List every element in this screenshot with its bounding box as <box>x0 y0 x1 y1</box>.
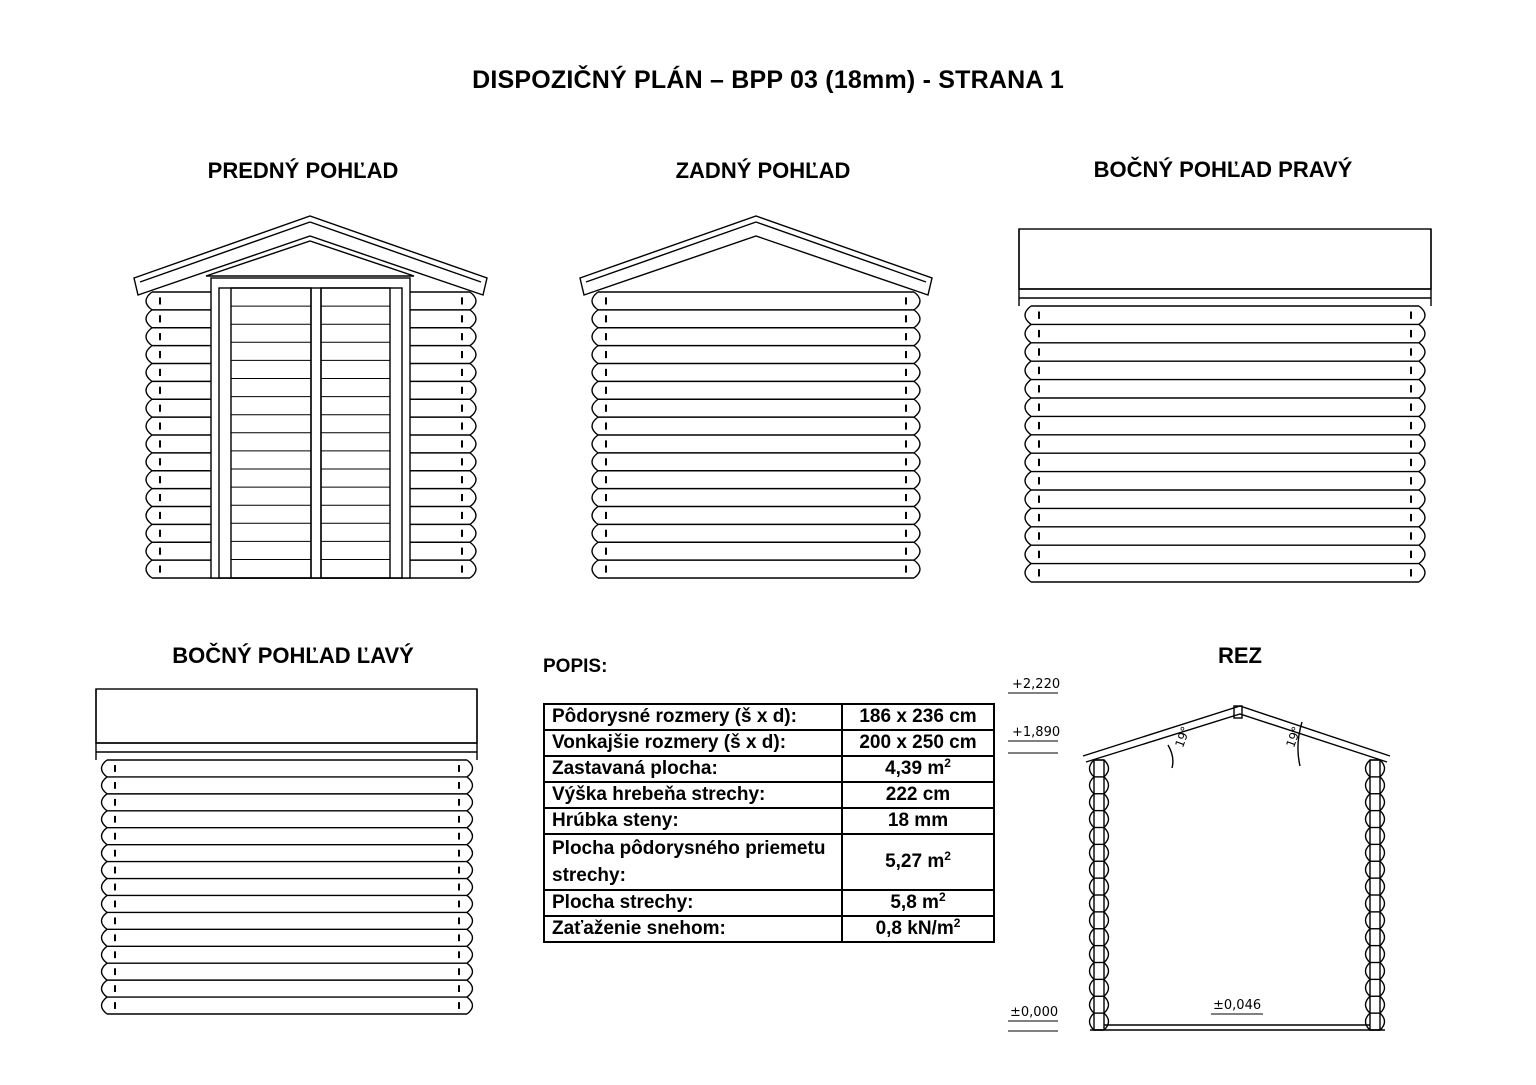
roof-angle-left: 19° <box>1172 724 1193 750</box>
spec-label: Vonkajšie rozmery (š x d): <box>544 730 842 756</box>
spec-value: 0,8 $kN/m^2$ <box>842 916 994 942</box>
spec-row <box>544 890 994 916</box>
spec-label: Plocha pôdorysného priemetu strechy: <box>544 834 842 890</box>
spec-value: 5,27 $m^2$ <box>842 834 994 890</box>
spec-value: 5,8 $m^2$ <box>842 890 994 916</box>
spec-label: Výška hrebeňa strechy: <box>544 782 842 808</box>
section-view-label: REZ <box>1218 643 1262 668</box>
spec-row <box>544 834 994 890</box>
spec-label: Pôdorysné rozmery (š x d): <box>544 704 842 730</box>
left-side-view-label: BOČNÝ POHĽAD ĽAVÝ <box>172 643 414 668</box>
right-side-view-label: BOČNÝ POHĽAD PRAVÝ <box>1093 157 1353 182</box>
spec-row <box>544 730 994 756</box>
angle-arc <box>1168 745 1173 768</box>
spec-value: 186 x 236 cm <box>842 704 994 730</box>
description-label: POPIS: <box>543 656 608 677</box>
spec-label: Zaťaženie snehom: <box>544 916 842 942</box>
roof-angle-right: 19° <box>1283 724 1304 750</box>
spec-row <box>544 916 994 942</box>
spec-label: Zastavaná plocha: <box>544 756 842 782</box>
spec-label: Hrúbka steny: <box>544 808 842 834</box>
spec-label: Plocha strechy: <box>544 890 842 916</box>
spec-table <box>543 703 995 943</box>
spec-row <box>544 704 994 730</box>
spec-value: 200 x 250 cm <box>842 730 994 756</box>
spec-row <box>544 808 994 834</box>
floor-level: ±0,046 <box>1213 998 1262 1013</box>
spec-value: 4,39 $m^2$ <box>842 756 994 782</box>
spec-row <box>544 782 994 808</box>
roof-underside <box>1086 714 1387 762</box>
back-view-label: ZADNÝ POHĽAD <box>675 158 851 183</box>
spec-value: 18 mm <box>842 808 994 834</box>
ground-level: ±0,000 <box>1010 1005 1059 1020</box>
front-view-label: PREDNÝ POHĽAD <box>207 158 399 183</box>
eave-level: +1,890 <box>1012 725 1061 740</box>
page-title: DISPOZIČNÝ PLÁN – BPP 03 (18mm) - STRANA 1 <box>472 66 1064 94</box>
spec-value: 222 cm <box>842 782 994 808</box>
spec-row <box>544 756 994 782</box>
ridge-level: +2,220 <box>1012 677 1061 692</box>
